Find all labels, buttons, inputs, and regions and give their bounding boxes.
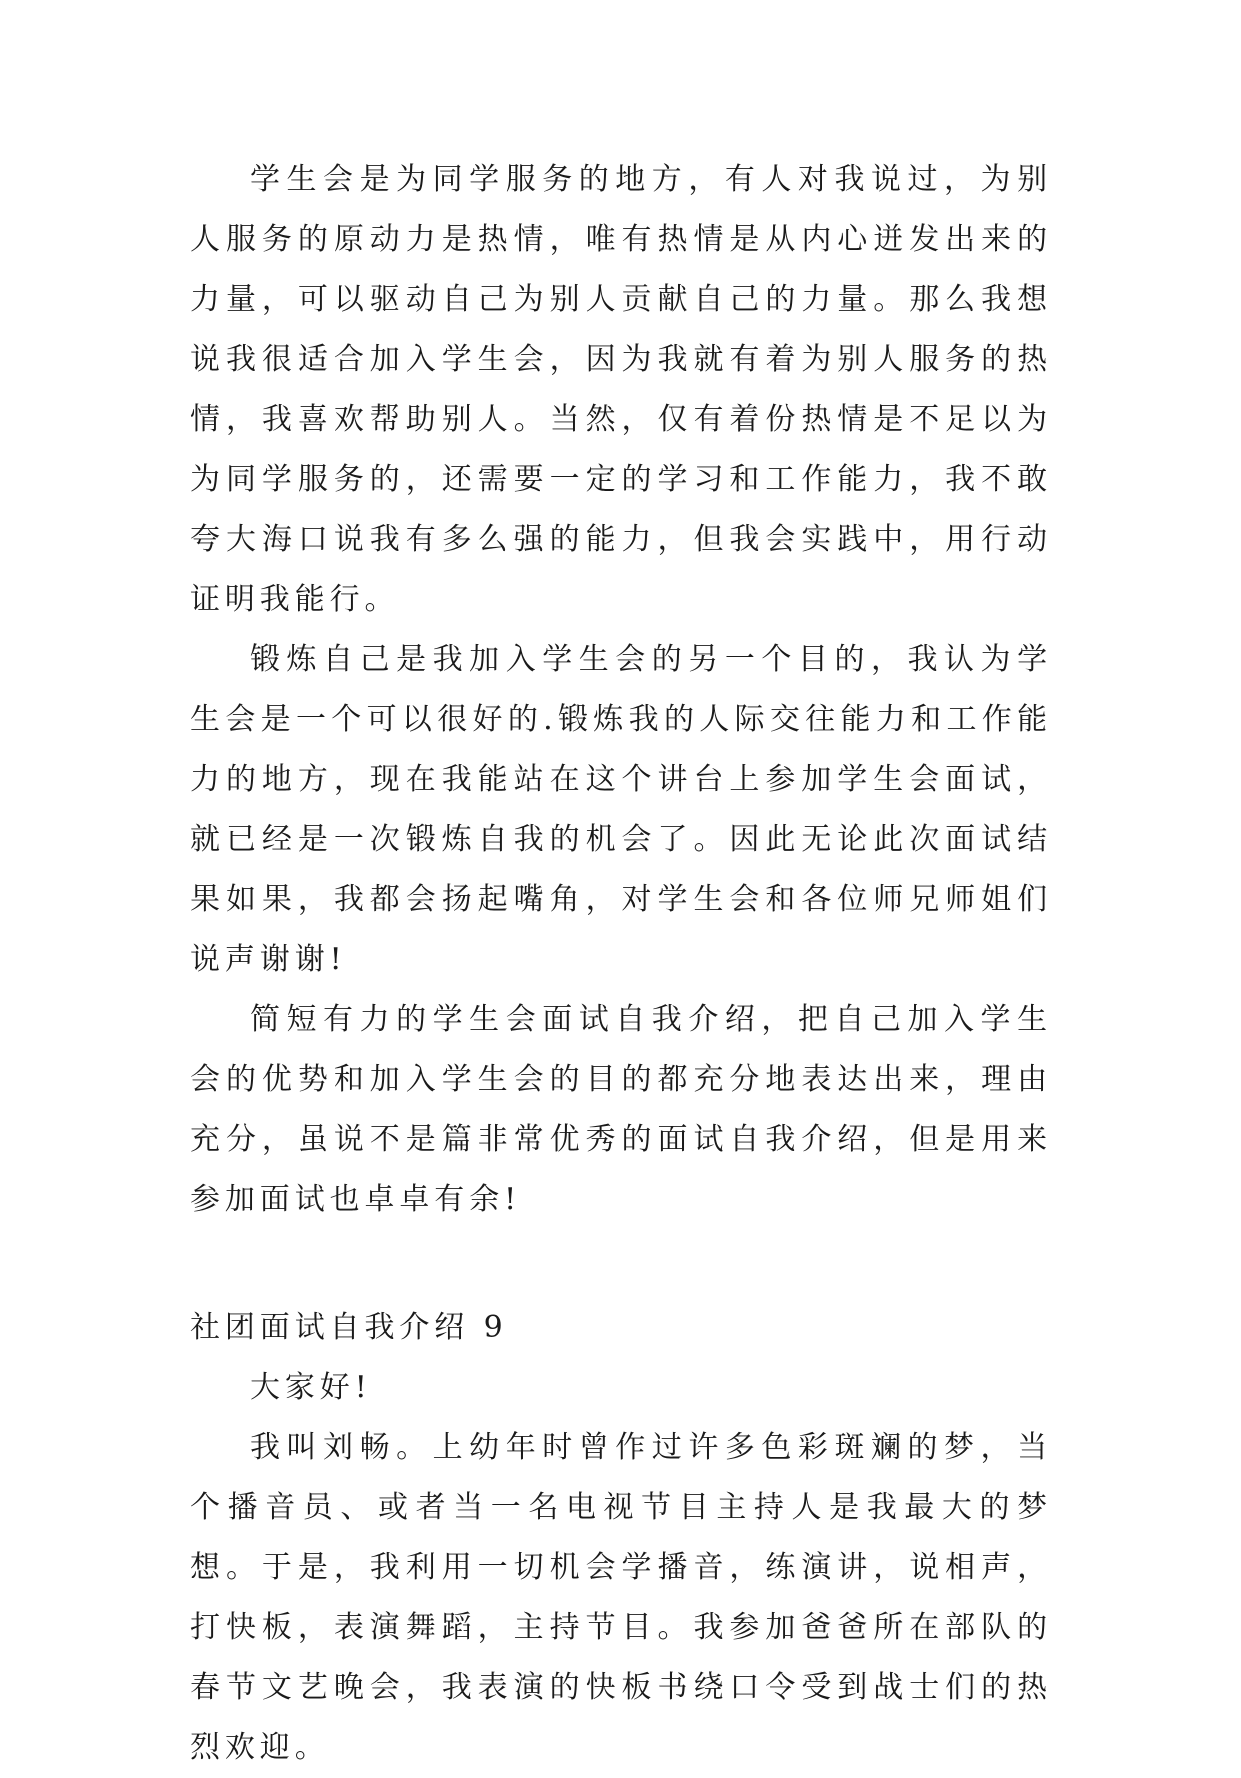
paragraph: 我叫刘畅。上幼年时曾作过许多色彩斑斓的梦，当个播音员、或者当一名电视节目主持人是我最大的梦想。于是，我利用一切机会学播音，练演讲，说相声，打快板，表演舞蹈，主持节目。我参加爸爸所在部队的春节文艺晚会，我表演的快板书绕口令受到战士们的热烈欢迎。 — [190, 1430, 1052, 1765]
paragraph: 锻炼自己是我加入学生会的另一个目的，我认为学生会是一个可以很好的.锻炼我的人际交往能力和工作能力的地方，现在我能站在这个讲台上参加学生会面试，就已经是一次锻炼自我的机会了。因此无论此次面试结果如果，我都会扬起嘴角，对学生会和各位师兄师姐们说声谢谢! — [190, 642, 1052, 977]
section-heading: 社团面试自我介绍 9 — [190, 1310, 508, 1345]
paragraph: 简短有力的学生会面试自我介绍，把自己加入学生会的优势和加入学生会的目的都充分地表达出来，理由充分，虽说不是篇非常优秀的面试自我介绍，但是用来参加面试也卓卓有余! — [190, 1002, 1052, 1217]
document-body — [190, 150, 1052, 1778]
greeting-paragraph: 大家好! — [250, 1370, 372, 1405]
paragraph: 学生会是为同学服务的地方，有人对我说过，为别人服务的原动力是热情，唯有热情是从内心迸发出来的力量，可以驱动自己为别人贡献自己的力量。那么我想说我很适合加入学生会，因为我就有着为别人服务的热情，我喜欢帮助别人。当然，仅有着份热情是不足以为为同学服务的，还需要一定的学习和工作能力，我不敢夸大海口说我有多么强的能力，但我会实践中，用行动证明我能行。 — [190, 162, 1052, 617]
